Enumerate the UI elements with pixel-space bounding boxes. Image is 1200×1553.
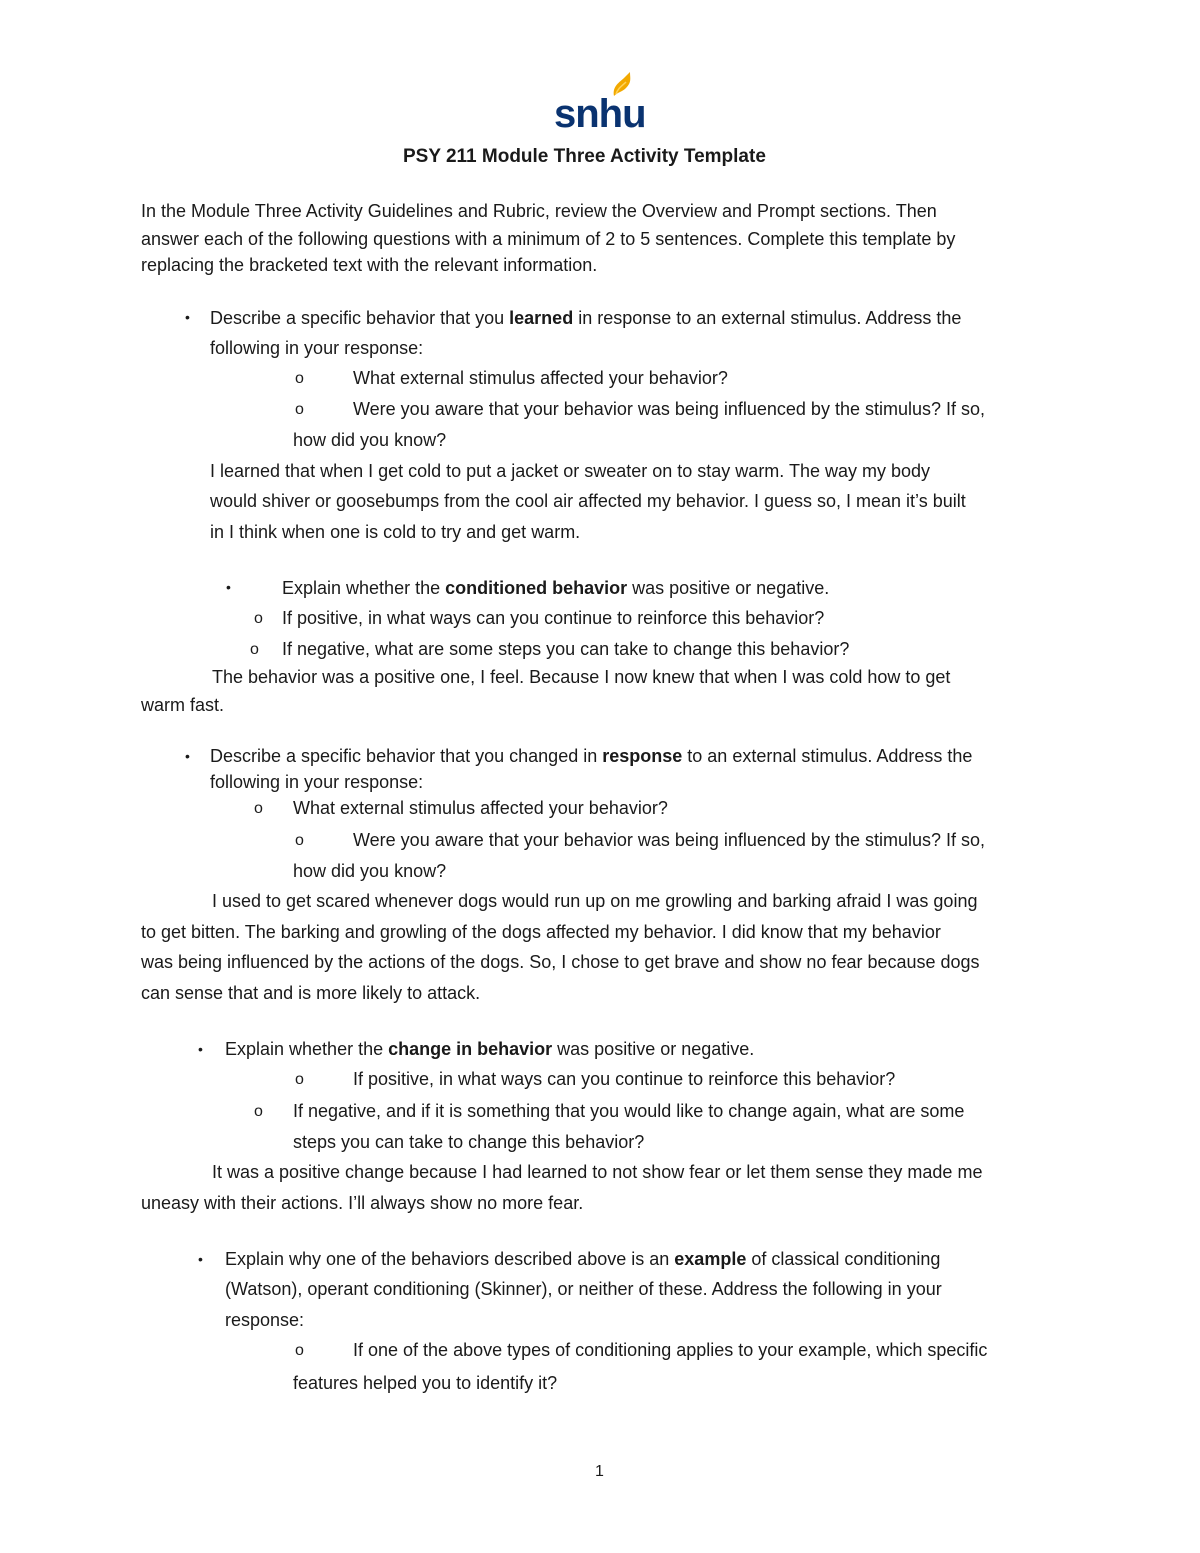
sub-question-cont: how did you know? — [293, 861, 447, 881]
bullet-glyph: • — [198, 1041, 203, 1057]
sub-bullet-glyph: o — [250, 641, 259, 658]
sub-question: If one of the above types of conditioning applies to your example, which specific — [353, 1340, 988, 1360]
sub-bullet-glyph: o — [295, 1071, 304, 1088]
sub-bullet-glyph: o — [295, 370, 304, 387]
sub-bullet-glyph: o — [295, 832, 304, 849]
sub-question-cont: features helped you to identify it? — [293, 1373, 558, 1393]
bullet-glyph: • — [198, 1251, 203, 1267]
sub-bullet-glyph: o — [295, 401, 304, 418]
intro-line: answer each of the following questions with a minimum of 2 to 5 sentences. Complete this template by — [141, 229, 956, 249]
sub-question-cont: steps you can take to change this behavior? — [293, 1132, 645, 1152]
question-bullet-cont: following in your response: — [210, 772, 424, 792]
sub-bullet-glyph: o — [254, 800, 263, 817]
answer-line: It was a positive change because I had learned to not show fear or let them sense they made me — [212, 1162, 983, 1182]
sub-question: If negative, and if it is something that you would like to change again, what are some — [293, 1101, 965, 1121]
sub-bullet-glyph: o — [254, 610, 263, 627]
sub-question: Were you aware that your behavior was being influenced by the stimulus? If so, — [353, 830, 986, 850]
sub-question: What external stimulus affected your behavior? — [293, 798, 668, 818]
question-bullet-cont: (Watson), operant conditioning (Skinner), or neither of these. Address the following in your — [225, 1279, 942, 1299]
sub-bullet-glyph: o — [254, 1103, 263, 1120]
sub-question: If positive, in what ways can you continue to reinforce this behavior? — [282, 608, 825, 628]
intro-line: In the Module Three Activity Guidelines and Rubric, review the Overview and Prompt sections. Then — [141, 201, 937, 221]
answer-line: in I think when one is cold to try and get warm. — [210, 522, 581, 542]
answer-line: uneasy with their actions. I’ll always show no more fear. — [141, 1193, 584, 1213]
sub-question: If positive, in what ways can you continue to reinforce this behavior? — [353, 1069, 896, 1089]
answer-line: to get bitten. The barking and growling of the dogs affected my behavior. I did know that my behavior — [141, 922, 941, 942]
sub-question: If negative, what are some steps you can take to change this behavior? — [282, 639, 850, 659]
answer-line: was being influenced by the actions of the dogs. So, I chose to get brave and show no fear because dogs — [141, 952, 980, 972]
question-bullet: Explain why one of the behaviors described above is an example of classical conditioning — [225, 1249, 941, 1269]
sub-question-cont: how did you know? — [293, 430, 447, 450]
sub-question: Were you aware that your behavior was being influenced by the stimulus? If so, — [353, 399, 986, 419]
answer-line: The behavior was a positive one, I feel. Because I now knew that when I was cold how to get — [212, 667, 951, 687]
question-bullet: Explain whether the conditioned behavior was positive or negative. — [282, 578, 830, 598]
question-bullet: Describe a specific behavior that you changed in response to an external stimulus. Address the — [210, 746, 973, 766]
sub-question: What external stimulus affected your behavior? — [353, 368, 728, 388]
bullet-glyph: • — [226, 579, 231, 595]
intro-line: replacing the bracketed text with the relevant information. — [141, 255, 598, 275]
sub-bullet-glyph: o — [295, 1342, 304, 1359]
bullet-glyph: • — [185, 748, 190, 764]
logo-text: snhu — [554, 92, 646, 136]
answer-line: I learned that when I get cold to put a jacket or sweater on to stay warm. The way my body — [210, 461, 931, 481]
question-bullet-cont: following in your response: — [210, 338, 424, 358]
snhu-logo — [554, 72, 646, 136]
question-bullet: Explain whether the change in behavior was positive or negative. — [225, 1039, 755, 1059]
bullet-glyph: • — [185, 309, 190, 325]
page-title: PSY 211 Module Three Activity Template — [403, 146, 766, 167]
answer-line: I used to get scared whenever dogs would run up on me growling and barking afraid I was going — [212, 891, 978, 911]
answer-line: would shiver or goosebumps from the cool air affected my behavior. I guess so, I mean it’s built — [210, 491, 966, 511]
question-bullet: Describe a specific behavior that you learned in response to an external stimulus. Address the — [210, 308, 962, 328]
answer-line: warm fast. — [141, 695, 225, 715]
answer-line: can sense that and is more likely to attack. — [141, 983, 481, 1003]
question-bullet-cont: response: — [225, 1310, 305, 1330]
page-number: 1 — [595, 1463, 604, 1480]
